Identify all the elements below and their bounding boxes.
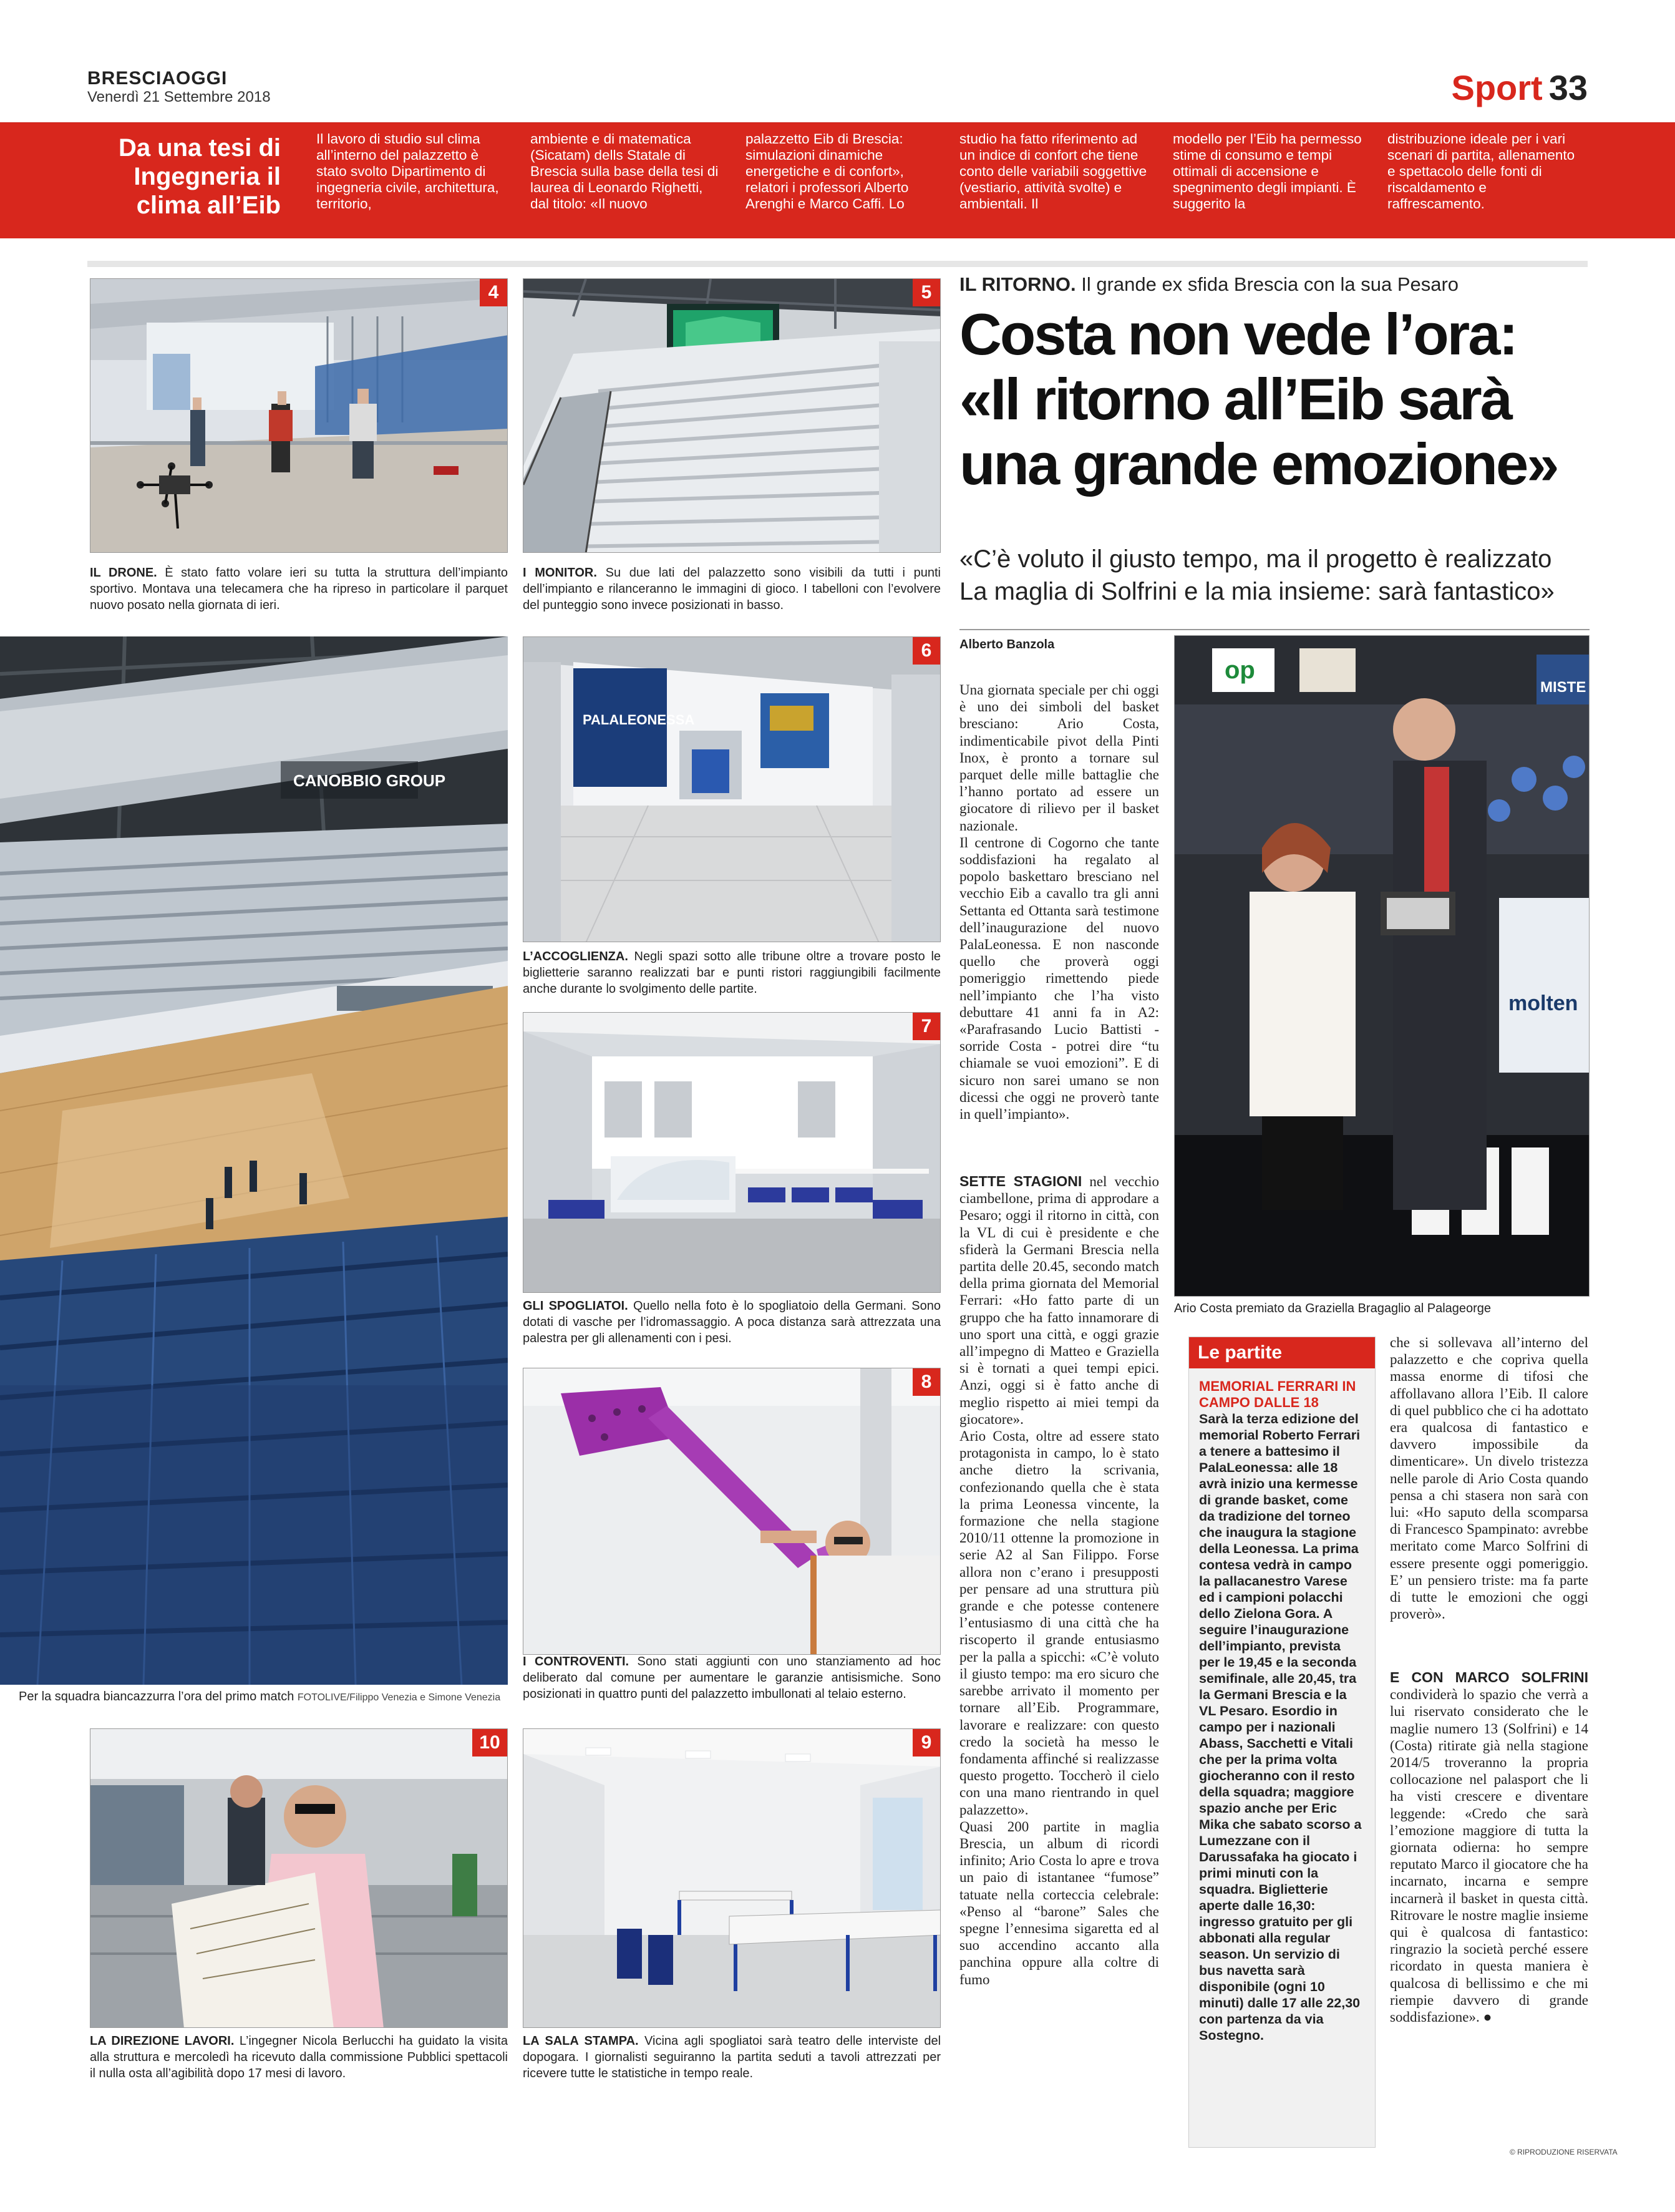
photo-number: 10 <box>472 1729 507 1756</box>
caption-label: IL DRONE. <box>90 566 157 580</box>
photo-number: 4 <box>480 279 507 306</box>
spogliatoi-scene <box>523 1013 941 1293</box>
copyright-note: © RIPRODUZIONE RISERVATA <box>1510 2148 1618 2156</box>
article-column <box>959 1173 1159 1988</box>
caption-text: Quello nella foto è lo spogliatoio della Germani. Sono dotati di vasche per l’idromassaggio. A poca distanza sarà attrezzata una palestra per gli allenamenti con i pesi. <box>523 1299 941 1345</box>
arena-scene <box>0 636 508 1685</box>
headline-line: «Il ritorno all’Eib sarà <box>959 366 1511 432</box>
sponsor-op: op <box>1225 656 1255 684</box>
box-text: Sarà la terza edizione del memorial Roberto Ferrari a tenere a battesimo il PalaLeonessa: alle 18 avrà inizio una kermesse di grande basket, come da tradizione del torneo che inaugura la stagione della Leonessa. La prima contesa vedrà in campo la pallacanestro Varese ed i campioni polacchi dello Zielona Gora. A seguire l’inaugurazione dell’impianto, prevista per le 19,45 e la seconda semifinale, alle 20,45, tra la Germani Brescia e la VL Pesaro. Esordio in campo per i nazionali Abass, Sacchetti e Vitali che per la prima volta giocheranno con il resto della squadra; maggiore spazio anche per Eric Mika che sabato scorso a Lumezzane con il Darussafaka ha giocato i primi minuti con la squadra. Biglietterie aperte dalle 16,30: ingresso gratuito per gli abbonati alla regular season. Un servizio di bus navetta sarà disponibile (ogni 10 minuti) dalle 17 alle 22,30 con partenza da via Sostegno. <box>1199 1411 1362 2043</box>
headline <box>959 302 1590 497</box>
sponsor-molten: molten <box>1508 992 1578 1015</box>
photo-credit: FOTOLIVE/Filippo Venezia e Simone Venezia <box>297 1692 501 1703</box>
article-column <box>1390 1669 1588 2025</box>
subheadline <box>959 543 1590 608</box>
palaleonessa-sign: PALALEONESSA <box>583 712 695 728</box>
article-kicker <box>959 273 1590 296</box>
box-header: Le partite <box>1189 1337 1375 1368</box>
caption-text: Sono stati aggiunti con uno stanziamento ad hoc deliberato dal comune per aumentare le garanzie antisismiche. Sono posizionati in quattro punti del palazzetto imbullonati al telaio esterno. <box>523 1655 941 1701</box>
thesis-band-title: Da una tesi di Ingegneria il clima all’Eib <box>118 134 281 219</box>
kicker-text: Il grande ex sfida Brescia con la sua Pesaro <box>1081 273 1459 295</box>
photo-caption <box>90 2033 508 2082</box>
photo-caption <box>523 1654 941 1702</box>
newspaper-name: BRESCIAOGGI <box>87 68 228 89</box>
caption-label: L’ACCOGLIENZA. <box>523 950 628 963</box>
page-number: 33 <box>1548 68 1588 107</box>
sponsor-miste: MISTE <box>1540 679 1586 696</box>
paragraph-text: nel vecchio ciambellone, prima di approdare a Pesaro; oggi il ritorno in città, con la VL di cui è presidente e che sfiderà la Germani Brescia nella partita delle 20.45, secondo match della prima giornata del Memorial Ferrari: «Ho fatto parte di un gruppo che ha fatto innamorare di uno sport una città, e oggi grazie all’impegno di Matteo e Graziella si è tornati a quei tempi epici. Anzi, oggi si è fatto anche di meglio rispetto ai miei tempi da giocatore». Ario Costa, oltre ad essere stato protagonista in campo, lo è stato anche dietro la scrivania, confezionando quella che è stata la prima Leonessa vincente, la formazione che nella stagione 2010/11 ottenne la promozione in serie A2 al San Filippo. Forse allora non c’erano i presupposti per pensare ad una struttura più grande e che potesse contenere l’entusiasmo di una città che ha riscoperto il grande entusiasmo per la palla a spicchi: «C’è voluto il giusto tempo: ma ero sicuro che sarebbe arrivato il momento per tornare all’Eib. Programmare, lavorare e realizzare: con questo credo la società ha messo le fondamenta affinché si realizzasse questo progetto. Toccherò il cielo con una mano rientrando in quel palazzetto». Quasi 200 partite in maglia Brescia, un album di ricordi infinito; Ario Costa lo apre e trova un paio di istantanee “fumose” tatuate nella corteccia celebrale: «Penso al “barone” Sales che spegne l’ennesima sigaretta ed al suo accendino accanto alla panchina oppure alla coltre di fumo <box>959 1174 1159 1987</box>
photo-accoglienza <box>523 636 941 942</box>
match-schedule-box <box>1188 1337 1376 2148</box>
caption-label: LA DIREZIONE LAVORI. <box>90 2034 235 2048</box>
photo-direzione-lavori <box>90 1728 508 2028</box>
photo-caption <box>523 948 941 997</box>
photo-number: 9 <box>913 1729 940 1756</box>
duct-logo: CANOBBIO GROUP <box>293 771 446 790</box>
thesis-band-text: palazzetto Eib di Brescia: simulazioni dinamiche energetiche e di confort», relatori i professori Alberto Arenghi e Marco Caffi. Lo <box>745 131 909 212</box>
caption-text: L’ingegner Nicola Berlucchi ha guidato la visita alla struttura e mercoledì ha ricevuto dalla commissione Pubblici spettacoli il nulla osta all’agibilità dopo 17 mesi di lavoro. <box>90 2034 508 2080</box>
section-name: Sport <box>1451 68 1543 107</box>
subheadline-line: La maglia di Solfrini e la mia insieme: sarà fantastico» <box>959 578 1555 605</box>
photo-costa-award <box>1174 635 1590 1297</box>
paragraph-label: SETTE STAGIONI <box>959 1173 1082 1189</box>
masthead <box>87 69 274 106</box>
section-header <box>1451 67 1588 118</box>
thesis-band-text: modello per l’Eib ha permesso stime di consumo e tempi ottimali di accensione e spegnimento degli impianti. È suggerito la <box>1173 131 1362 212</box>
photo-caption <box>90 565 508 613</box>
photo-sala-stampa <box>523 1728 941 2028</box>
headline-line: Costa non vede l’ora: <box>959 301 1517 367</box>
photo-caption: Ario Costa premiato da Graziella Bragaglio al Palageorge <box>1174 1302 1492 1315</box>
caption-text: Per la squadra biancazzurra l’ora del primo match <box>19 1690 294 1703</box>
thesis-band-text: distribuzione ideale per i vari scenari di partita, allenamento e spettacolo delle fonti di riscaldamento e raffrescamento. <box>1387 131 1575 212</box>
subheadline-line: «C’è voluto il giusto tempo, ma il progetto è realizzato <box>959 545 1552 573</box>
divider <box>87 261 1588 267</box>
photo-number: 6 <box>913 637 940 665</box>
photo-number: 7 <box>913 1013 940 1040</box>
paragraph-text: condividerà lo spazio che verrà a lui riservato considerato che le maglie numero 13 (Solfrini) e 14 (Costa) ritirate già nella stagione 2014/5 troveranno la propria collocazione nel palasport che li ha visti crescere e diventare leggende: «Credo che sarà l’emozione maggiore di tutta la giornata odierna: ho sempre reputato Marco il giocatore che ha incarnato, incarna e sempre incarnerà il basket in questa città. Ritrovare le nostre maglie insieme qui è qualcosa di fantastico: ringrazio la società perché essere ricordato in questa maniera è qualcosa di bellissimo e che mi riempie davvero di grande soddisfazione». ● <box>1390 1687 1588 2025</box>
caption-label: LA SALA STAMPA. <box>523 2034 639 2048</box>
photo-monitor <box>523 278 941 553</box>
article-column: Una giornata speciale per chi oggi è uno dei simboli del basket bresciano: Ario Costa, indimenticabile pivot della Pinti Inox, è pronto a tornare sul parquet delle mille battaglie che l’hanno portato ad essere un giocatore di rilievo per il basket nazionale. Il centrone di Cogorno che tante soddisfazioni ha regalato al popolo baskettaro bresciano nel vecchio Eib a cavallo tra gli anni Settanta ed Ottanta sarà testimone dell’inaugurazione del nuovo PalaLeonessa. E non nasconde quello che proverà oggi pomeriggio rimettendo piede nell’impianto che l’ha visto debuttare 41 anni fa in A2: «Parafrasando Lucio Battisti - sorride Costa - potrei dire “tu chiamale se vuoi emozioni”. E di sicuro non sarei umano se non dicessi che oggi ne proverò tante in quell’impianto». <box>959 682 1159 1123</box>
photo-arena <box>0 636 508 1685</box>
drone-scene <box>90 279 508 553</box>
kicker-label: IL RITORNO. <box>959 273 1076 295</box>
paragraph-label: E CON MARCO SOLFRINI <box>1390 1669 1588 1685</box>
costa-award-scene <box>1175 636 1590 1297</box>
photo-caption <box>523 1298 941 1347</box>
monitor-scene <box>523 279 941 553</box>
caption-text: Vicina agli spogliatoi sarà teatro delle interviste del dopogara. I giornalisti seguiranno la partita seduti a tavoli attrezzati per ricevere tutte le statistiche in tempo reale. <box>523 2034 941 2080</box>
caption-label: I MONITOR. <box>523 566 597 580</box>
photo-number: 8 <box>913 1368 940 1396</box>
photo-number: 5 <box>913 279 940 306</box>
photo-caption <box>523 565 941 613</box>
caption-text: Su due lati del palazzetto sono visibili da tutti i punti dell’impianto e rilanceranno le immagini di gioco. I tabelloni con l’evolvere del punteggio sono invece posizionati in basso. <box>523 566 941 612</box>
caption-label: GLI SPOGLIATOI. <box>523 1299 628 1313</box>
headline-line: una grande emozione» <box>959 431 1558 497</box>
sala-stampa-scene <box>523 1729 941 2028</box>
photo-spogliatoi <box>523 1012 941 1293</box>
box-title: MEMORIAL FERRARI IN CAMPO DALLE 18 <box>1199 1378 1356 1410</box>
caption-text: È stato fatto volare ieri su tutta la struttura dell’impianto sportivo. Montava una telecamera che ha ripreso in particolare il parquet nuovo posato nella giornata di ieri. <box>90 566 508 612</box>
box-content <box>1189 1368 1375 2147</box>
photo-drone <box>90 278 508 553</box>
article-column: che si sollevava all’interno del palazzetto e che copriva quella massa enorme di tifosi che affollavano allora l’Eib. Il calore di quel pubblico che ci ha adottato era qualcosa di fantastico e davvero impossibile da dimenticare». Un divelo tristezza nelle parole di Ario Costa quando pensa a chi stasera non sarà con lui: «Ho saputo della scomparsa di Francesco Spampinato: avrebbe meritato come Marco Solfrini di essere presente oggi pomeriggio. E’ un pensiero triste: ma fa parte di tutte le emozioni che oggi proverò». <box>1390 1335 1588 1622</box>
accoglienza-scene <box>523 637 941 942</box>
caption-text: Negli spazi sotto alle tribune oltre a trovare posto le biglietterie saranno realizzati bar e punti ristori raggiungibili facilmente anche durante lo svolgimento delle partite. <box>523 950 941 996</box>
issue-date: Venerdì 21 Settembre 2018 <box>87 89 271 105</box>
byline: Alberto Banzola <box>959 638 1055 651</box>
divider <box>959 629 1590 630</box>
photo-controventi <box>523 1368 941 1655</box>
direzione-lavori-scene <box>90 1729 508 2028</box>
controventi-scene <box>523 1368 941 1655</box>
photo-caption <box>19 1688 512 1706</box>
thesis-band-text: ambiente e di matematica (Sicatam) dells Statale di Brescia sulla base della tesi di laurea di Leonardo Righetti, dal titolo: «Il nuovo <box>530 131 719 212</box>
thesis-band-text: Il lavoro di studio sul clima all’interno del palazzetto è stato svolto Dipartimento di ingegneria civile, architettura, territorio, <box>316 131 499 212</box>
thesis-band-text: studio ha fatto riferimento ad un indice di confort che tiene conto delle variabili soggettive (vestiario, attività svolte) e ambientali. Il <box>959 131 1147 212</box>
photo-caption <box>523 2033 941 2082</box>
caption-label: I CONTROVENTI. <box>523 1655 629 1669</box>
